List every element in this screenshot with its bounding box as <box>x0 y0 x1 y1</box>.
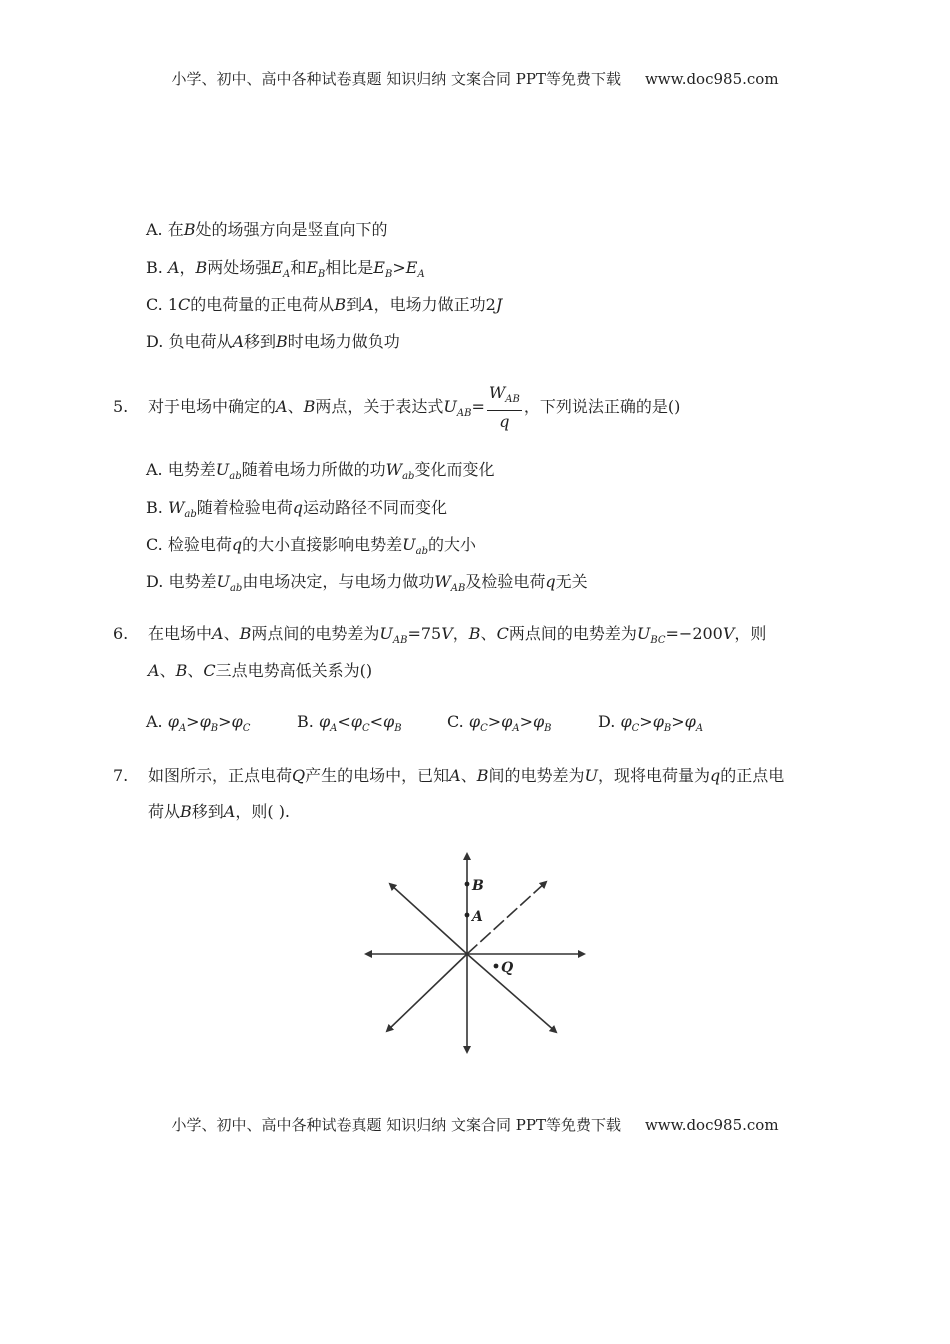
phi-subscript: A <box>178 723 187 734</box>
q4-option-c[interactable]: C. 1C的电荷量的正电荷从B到A，电场力做正功2J <box>146 295 503 314</box>
q6-number: 6. <box>113 624 129 643</box>
phi-symbol: φ <box>501 712 513 731</box>
phi-symbol: φ <box>532 712 545 731</box>
phi-symbol: φ <box>468 712 481 731</box>
label-q: Q <box>501 960 514 976</box>
electric-field-figure <box>360 848 590 1058</box>
relation-symbol: > <box>519 712 533 731</box>
phi-symbol: φ <box>231 712 243 731</box>
q6-stem-line1: 在电场中A、B两点间的电势差为$U_{AB}=75V$，B、C两点间的电势差为$U_{BC}=-200V$，则 <box>148 624 767 646</box>
relation-symbol: > <box>639 712 653 731</box>
page-footer <box>0 1114 950 1135</box>
relation-symbol: > <box>218 712 232 731</box>
phi-subscript: B <box>210 723 219 734</box>
q5-option-b[interactable]: B. $W_{ab}$随着检验电荷q运动路径不同而变化 <box>146 498 448 520</box>
q4-option-b[interactable]: B. A，B两处场强$E_A$和$E_B$相比是$E_B>E_A$ <box>146 258 425 280</box>
q5-option-c[interactable]: C. 检验电荷q的大小直接影响电势差$U_{ab}$的大小 <box>146 535 477 557</box>
phi-subscript: A <box>512 723 520 734</box>
phi-subscript: C <box>480 723 488 734</box>
phi-subscript: B <box>394 723 402 734</box>
q5-option-d[interactable]: D. 电势差$U_{ab}$由电场决定，与电场力做功$W_{AB}$及检验电荷q无关 <box>146 572 588 594</box>
phi-symbol: φ <box>199 712 211 731</box>
phi-subscript: C <box>242 723 251 734</box>
relation-symbol: > <box>487 712 502 731</box>
relation-symbol: < <box>369 712 384 731</box>
point-a-dot <box>465 913 470 918</box>
relation-symbol: > <box>671 712 685 731</box>
phi-symbol: φ <box>350 712 362 731</box>
phi-symbol: φ <box>652 712 664 731</box>
relation-symbol: > <box>186 712 200 731</box>
q6-stem-line2: A、B、C三点电势高低关系为() <box>148 661 373 680</box>
point-b-dot <box>465 882 470 887</box>
q7-number: 7. <box>113 766 129 785</box>
field-line-downleft <box>387 954 467 1031</box>
phi-subscript: A <box>330 723 338 734</box>
q4-option-a[interactable]: A. 在B处的场强方向是竖直向下的 <box>146 220 388 239</box>
phi-subscript: B <box>663 723 672 734</box>
field-line-upleft <box>390 884 467 954</box>
q5-option-a[interactable]: A. 电势差$U_{ab}$随着电场力所做的功$W_{ab}$变化而变化 <box>146 460 495 482</box>
phi-symbol: φ <box>318 712 331 731</box>
q5-number: 5. <box>113 397 129 416</box>
header-title: 小学、初中、高中各种试卷真题 知识归纳 文案合同 PPT等免费下载 <box>171 70 621 88</box>
q7-stem-line1: 如图所示，正点电荷Q产生的电场中，已知A、B间的电势差为U，现将电荷量为q的正点电 <box>148 766 785 785</box>
page-header <box>0 68 950 89</box>
q5-stem: 对于电场中确定的A、B两点，关于表达式$U_{AB}=$ $\frac{W_{AB}}{q}$ ，下列说法正确的是() <box>148 382 681 431</box>
label-b: B <box>472 878 484 894</box>
q6-option-a[interactable]: A. $\varphi_A>\varphi_B>\varphi_C$ <box>146 712 251 734</box>
phi-symbol: φ <box>383 712 395 731</box>
q6-option-c[interactable]: C. $\varphi_C>\varphi_A>\varphi_B$ <box>447 712 552 734</box>
q5-fraction: $\frac{W_{AB}}{q}$ <box>488 382 520 431</box>
phi-subscript: C <box>631 723 640 734</box>
phi-symbol: φ <box>684 712 696 731</box>
footer-site[interactable]: www.doc985.com <box>644 1116 779 1134</box>
header-site[interactable]: www.doc985.com <box>644 70 779 88</box>
relation-symbol: < <box>337 712 351 731</box>
label-a: A <box>472 909 483 925</box>
phi-subscript: C <box>361 723 370 734</box>
phi-subscript: A <box>695 723 704 734</box>
q4-option-d[interactable]: D. 负电荷从A移到B时电场力做负功 <box>146 332 400 351</box>
q7-stem-line2: 荷从B移到A，则( ). <box>148 802 291 821</box>
charge-q-dot <box>494 964 499 969</box>
q6-option-d[interactable]: D. $\varphi_C>\varphi_B>\varphi_A$ <box>598 712 704 734</box>
q6-option-b[interactable]: B. $\varphi_A<\varphi_C<\varphi_B$ <box>297 712 402 734</box>
phi-subscript: B <box>544 723 552 734</box>
phi-symbol: φ <box>620 712 632 731</box>
footer-title: 小学、初中、高中各种试卷真题 知识归纳 文案合同 PPT等免费下载 <box>171 1116 621 1134</box>
phi-symbol: φ <box>167 712 179 731</box>
